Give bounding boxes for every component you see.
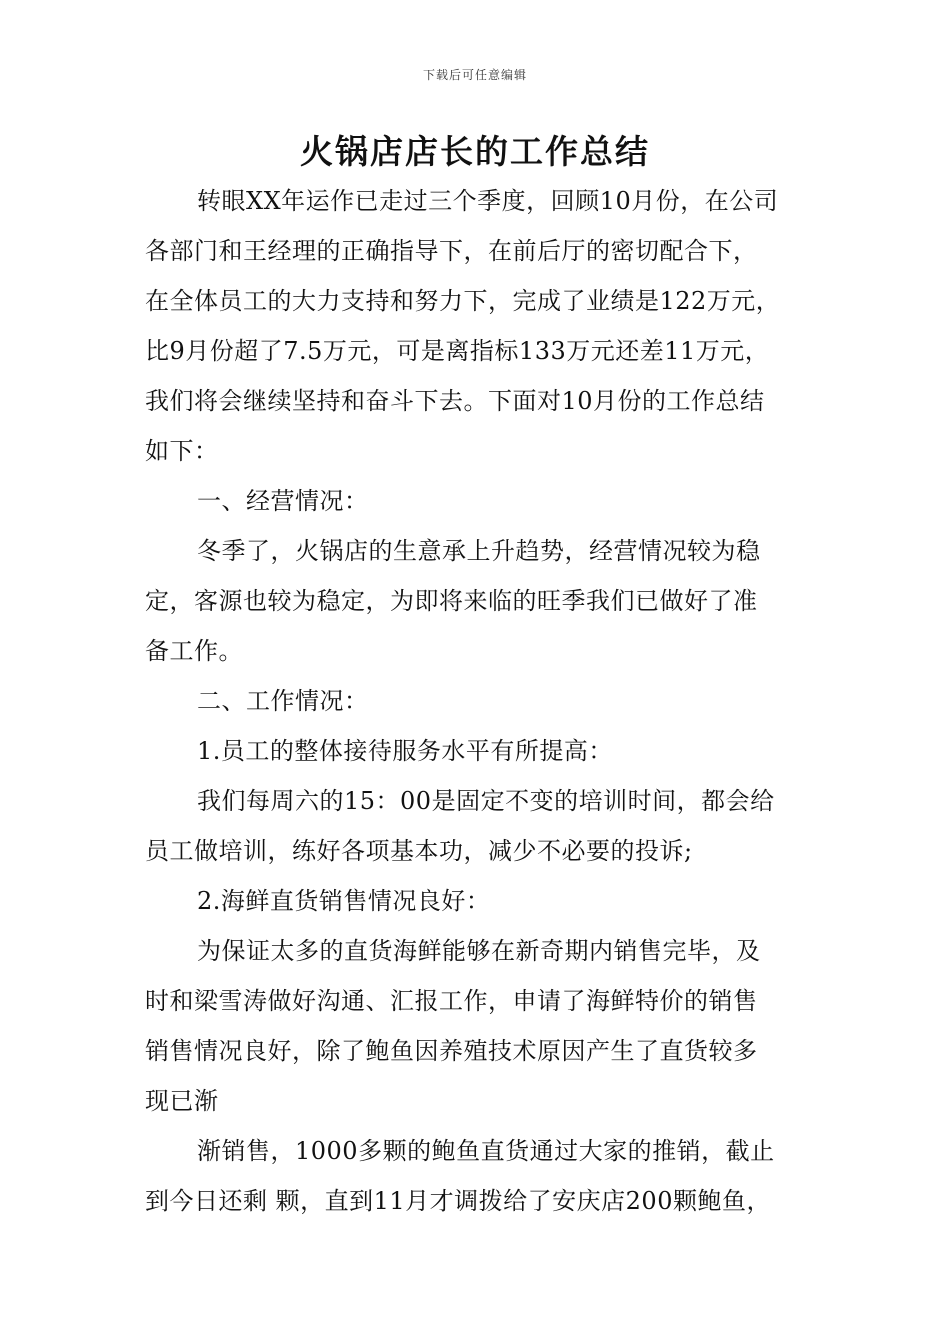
paragraph-line: 如下： — [145, 437, 219, 465]
section-heading: 二、工作情况： — [197, 687, 369, 715]
paragraph-line: 在全体员工的大力支持和努力下，完成了业绩是122万元， — [145, 287, 781, 315]
paragraph-line: 到今日还剩 颗，直到11月才调拨给了安庆店200颗鲍鱼， — [145, 1187, 771, 1215]
paragraph-line: 定，客源也较为稳定，为即将来临的旺季我们已做好了准 — [145, 587, 758, 615]
document-body — [145, 176, 825, 1226]
paragraph-line: 转眼XX年运作已走过三个季度，回顾10月份，在公司 — [197, 187, 779, 215]
subsection-heading: 1.员工的整体接待服务水平有所提高： — [197, 737, 613, 765]
paragraph-line: 现已渐 — [145, 1087, 219, 1115]
paragraph-line: 为保证太多的直货海鲜能够在新奇期内销售完毕，及 — [197, 937, 761, 965]
paragraph-line: 冬季了，火锅店的生意承上升趋势，经营情况较为稳 — [197, 537, 761, 565]
paragraph-line: 销售情况良好，除了鲍鱼因养殖技术原因产生了直货较多 — [145, 1037, 758, 1065]
subsection-heading: 2.海鲜直货销售情况良好： — [197, 887, 491, 915]
header-note: 下载后可任意编辑 — [422, 68, 527, 82]
document-title: 火锅店店长的工作总结 — [300, 132, 650, 171]
paragraph-line: 我们将会继续坚持和奋斗下去。下面对10月份的工作总结 — [145, 387, 765, 415]
paragraph-line: 渐销售，1000多颗的鲍鱼直货通过大家的推销，截止 — [197, 1137, 775, 1165]
paragraph-line: 时和梁雪涛做好沟通、汇报工作，申请了海鲜特价的销售 — [145, 987, 758, 1015]
section-heading: 一、经营情况： — [197, 487, 369, 515]
paragraph-line: 各部门和王经理的正确指导下，在前后厅的密切配合下， — [145, 237, 758, 265]
paragraph-line: 员工做培训，练好各项基本功，减少不必要的投诉; — [145, 837, 693, 865]
paragraph-line: 比9月份超了7.5万元，可是离指标133万元还差11万元， — [145, 337, 770, 365]
paragraph-line: 我们每周六的15：00是固定不变的培训时间，都会给 — [197, 787, 775, 815]
paragraph-line: 备工作。 — [145, 637, 243, 665]
